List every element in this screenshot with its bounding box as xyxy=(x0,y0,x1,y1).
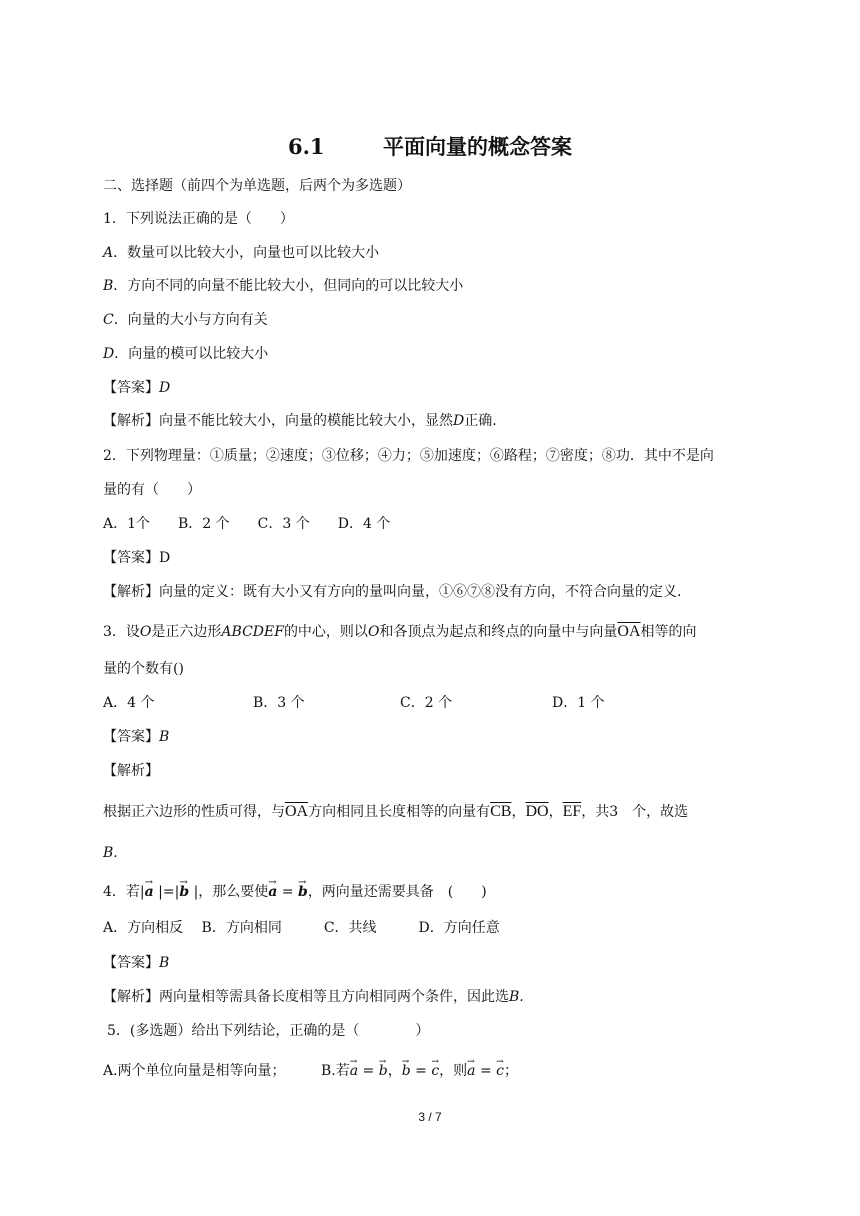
q4-equals: = xyxy=(277,884,299,900)
q3-text-3: 的中心，则以 xyxy=(283,624,368,640)
q1-explanation-d: D xyxy=(453,413,465,429)
q3-option-d: D．1 个 xyxy=(552,695,605,711)
q1-explanation-post: 正确. xyxy=(464,413,497,429)
q3-option-b: B．3 个 xyxy=(253,695,305,711)
q3-exp-text-1: 根据正六边形的性质可得，与 xyxy=(103,804,285,820)
q3-exp-vector-ef: $\overline{EF}$ xyxy=(562,803,582,820)
q1-explanation xyxy=(103,411,497,431)
q3-explanation-line1 xyxy=(103,802,688,822)
q3-vector-oa: $\overline{OA}$ xyxy=(617,623,641,640)
q1-answer-value: D xyxy=(159,380,171,396)
q4-answer xyxy=(103,953,169,973)
title-number: 6.1 xyxy=(287,134,325,159)
q1-option-d xyxy=(103,344,268,364)
q5-vector-b: b → xyxy=(379,1063,388,1079)
q1-explanation-pre: 向量不能比较大小，向量的模能比较大小，显然 xyxy=(159,413,453,429)
q5-then: ，则 xyxy=(439,1063,468,1079)
q3-hexagon-name: ABCDEF xyxy=(221,624,284,640)
q4-explanation-text: 【解析】两向量相等需具备长度相等且方向相同两个条件，因此选 xyxy=(103,989,509,1005)
q4-vector-b: b → xyxy=(179,884,189,900)
q5-equals-2: = xyxy=(410,1063,432,1079)
q5-vector-c: c → xyxy=(431,1063,439,1079)
q2-options: A．1个 B．2 个 C．3 个 D．4 个 xyxy=(103,516,391,532)
q4-text-2: |=| xyxy=(153,884,180,900)
q3-stem-line2: 量的个数有() xyxy=(103,661,184,677)
q3-answer-value: B xyxy=(159,729,170,745)
q4-text-4: ，两向量还需要具备 ( ) xyxy=(307,884,487,900)
q1-explanation-label: 【解析】 xyxy=(103,413,159,429)
q4-answer-label: 【答案】 xyxy=(103,955,159,971)
q3-text-5: 相等的向 xyxy=(640,624,697,640)
q3-options xyxy=(103,693,605,713)
q5-end: ； xyxy=(504,1063,519,1079)
q3-stem-line1 xyxy=(103,622,697,642)
q1-option-a-label: A xyxy=(103,245,114,261)
q4-explanation xyxy=(103,987,524,1007)
q5-equals-1: = xyxy=(358,1063,379,1079)
q5-option-a: A.两个单位向量是相等向量； xyxy=(103,1063,286,1079)
title-text: 平面向量的概念答案 xyxy=(383,134,573,159)
q3-point-o-2: O xyxy=(367,624,380,640)
q5-vector-b-2: b → xyxy=(402,1063,411,1079)
q4-vector-b-2: b → xyxy=(298,884,308,900)
q4-explanation-b: B. xyxy=(509,989,524,1005)
page-number: 3 / 7 xyxy=(418,1110,442,1124)
q2-answer: 【答案】D xyxy=(103,550,171,566)
q1-option-b-text: ．方向不同的向量不能比较大小，但同向的可以比较大小 xyxy=(113,278,464,294)
q1-option-c-label: C xyxy=(103,312,114,328)
q3-point-o: O xyxy=(139,624,152,640)
q3-exp-sep-2: ， xyxy=(548,804,563,820)
q3-answer-label: 【答案】 xyxy=(103,729,159,745)
q5-stem: 5．(多选题）给出下列结论，正确的是（ ） xyxy=(107,1023,430,1039)
q2-stem-line1: 2．下列物理量：①质量；②速度；③位移；④力；⑤加速度；⑥路程；⑦密度；⑧功．其中不是向 xyxy=(103,448,714,464)
q1-option-c xyxy=(103,310,268,330)
q1-option-b xyxy=(103,276,463,296)
q1-answer xyxy=(103,378,170,398)
q4-options: A．方向相反 B．方向相同 C．共线 D．方向任意 xyxy=(103,920,500,936)
q4-text-3: |，那么要使 xyxy=(189,884,269,900)
q3-exp-vector-cb: $\overline{CB}$ xyxy=(490,803,512,820)
q5-vector-a-2: a → xyxy=(467,1063,475,1079)
q5-vector-a: a → xyxy=(350,1063,358,1079)
q3-exp-text-3: ，共3 个，故选 xyxy=(581,804,689,820)
q2-stem-line2: 量的有（ ） xyxy=(103,482,201,498)
q3-text-4: 和各顶点为起点和终点的向量中与向量 xyxy=(379,624,618,640)
q4-vector-a-2: a → xyxy=(268,884,277,900)
q1-option-a xyxy=(103,243,379,263)
q4-vector-a: a → xyxy=(145,884,154,900)
q3-explanation-line2: B. xyxy=(103,845,118,861)
q3-answer xyxy=(103,727,169,747)
q2-explanation: 【解析】向量的定义：既有大小又有方向的量叫向量，①⑥⑦⑧没有方向，不符合向量的定义. xyxy=(103,584,682,600)
q1-option-d-label: D xyxy=(103,346,115,362)
q1-option-d-text: ．向量的模可以比较大小 xyxy=(114,346,269,362)
q1-stem: 1．下列说法正确的是（ ） xyxy=(103,211,294,227)
q3-exp-text-2: 方向相同且长度相等的向量有 xyxy=(308,804,491,820)
q4-stem xyxy=(103,882,487,902)
q3-text-2: 是正六边形 xyxy=(151,624,222,640)
section-heading: 二、选择题（前四个为单选题，后两个为多选题） xyxy=(103,178,411,194)
q4-text-1: 4．若| xyxy=(103,884,145,900)
q5-vector-c-2: c → xyxy=(496,1063,504,1079)
q4-answer-value: B xyxy=(159,955,170,971)
q3-exp-sep-1: ， xyxy=(511,804,526,820)
q5-comma-1: ， xyxy=(387,1063,402,1079)
q5-equals-3: = xyxy=(475,1063,497,1079)
q5-option-b-prefix: B.若 xyxy=(321,1063,350,1079)
page-title xyxy=(0,131,860,161)
q1-option-b-label: B xyxy=(103,278,114,294)
q3-exp-vector-oa: $\overline{OA}$ xyxy=(285,803,309,820)
q3-text-1: 3．设 xyxy=(103,624,140,640)
q5-options xyxy=(103,1061,518,1081)
q1-answer-label: 【答案】 xyxy=(103,380,159,396)
q3-explanation-label: 【解析】 xyxy=(103,763,159,779)
q1-option-a-text: ．数量可以比较大小，向量也可以比较大小 xyxy=(113,245,380,261)
q1-option-c-text: ．向量的大小与方向有关 xyxy=(113,312,268,328)
q3-option-a: A．4 个 xyxy=(103,695,155,711)
q3-option-c: C．2 个 xyxy=(400,695,453,711)
q3-exp-vector-do: $\overline{DO}$ xyxy=(525,803,549,820)
